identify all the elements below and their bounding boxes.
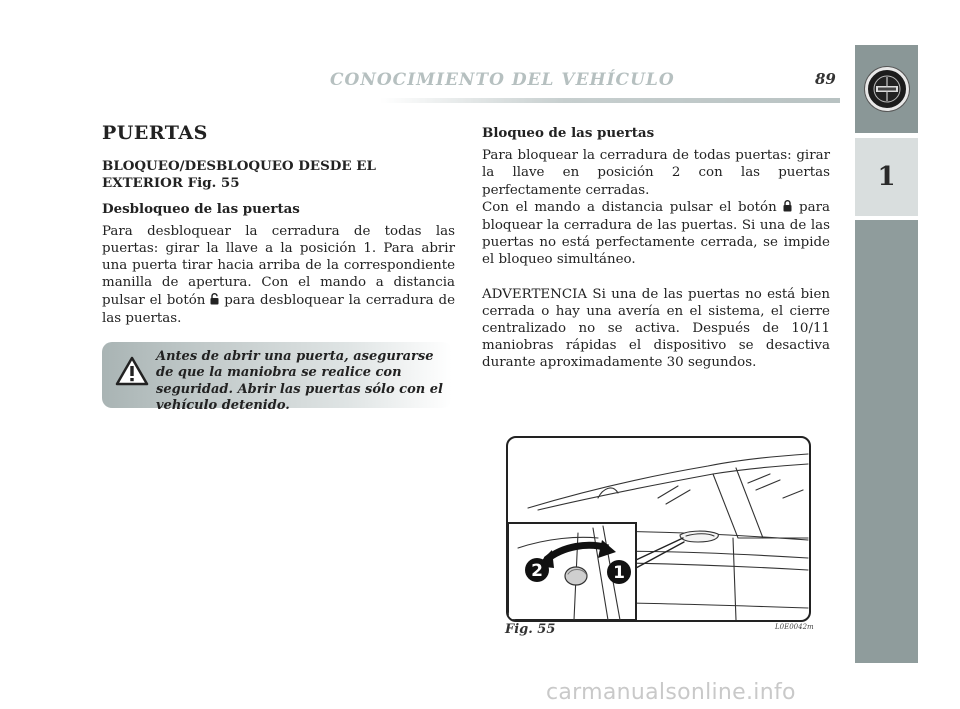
figure-code: L0E0042m — [775, 623, 814, 631]
lock-paragraph — [482, 199, 830, 269]
unlock-text-1: Para desbloquear la cerradura de todas las puertas: girar la llave a la posición 1. Para abrir una puerta tirar hacia arriba de la correspondiente manilla de apertura. Con el mando a distancia pulsar el botón — [102, 223, 455, 308]
running-head: CONOCIMIENTO DEL VEHÍCULO — [330, 70, 675, 90]
header-rule — [380, 98, 840, 103]
watermark: carmanualsonline.info — [546, 680, 796, 705]
figure-55 — [506, 436, 811, 622]
unlock-paragraph — [102, 223, 455, 327]
logo-area — [855, 45, 918, 133]
car-door-illustration — [508, 438, 809, 620]
figure-caption: Fig. 55 — [505, 622, 556, 637]
lancia-logo-icon — [865, 67, 909, 111]
right-column — [482, 125, 830, 372]
lock-text-2a: Con el mando a distancia pulsar el botón — [482, 199, 777, 215]
section-title: PUERTAS — [102, 122, 208, 144]
unlock-heading: Desbloqueo de las puertas — [102, 200, 300, 217]
warning-box — [102, 342, 452, 414]
lock-text-2b: para bloquear la cerradura de las puertas. Si una de las puertas no está perfectamente cerrada, se impide el bloqueo simultáneo. — [482, 199, 830, 268]
lock-heading: Bloqueo de las puertas — [482, 125, 655, 141]
lock-text-1: Para bloquear la cerradura de todas puertas: girar la llave en posición 2 con las puertas perfectamente cerradas. — [482, 148, 830, 198]
advertencia-paragraph: ADVERTENCIA Si una de las puertas no está bien cerrada o hay una avería en el sistema, el cierre centralizado no se activa. Después de 10/11 maniobras rápidas el dispositivo se desactiva durante aproximadamente 30 segundos. — [482, 286, 830, 371]
warning-triangle-icon — [115, 356, 149, 386]
chapter-number: 1 — [855, 138, 918, 216]
callout-1: 1 — [613, 563, 625, 583]
section-subtitle: BLOQUEO/DESBLOQUEO DESDE EL EXTERIOR Fig. 55 — [102, 158, 376, 192]
unlock-text-2: para desbloquear la cerradura de las puertas. — [102, 292, 455, 326]
chapter-tab — [855, 45, 918, 663]
page-number: 89 — [815, 70, 836, 88]
lock-button-icon — [783, 200, 792, 217]
unlock-button-icon — [210, 293, 219, 310]
callout-2: 2 — [531, 561, 543, 581]
left-column — [102, 122, 455, 327]
warning-text: Antes de abrir una puerta, asegurarse de que la maniobra se realice con seguridad. Abrir las puertas sólo con el vehículo detenido. — [156, 349, 443, 414]
